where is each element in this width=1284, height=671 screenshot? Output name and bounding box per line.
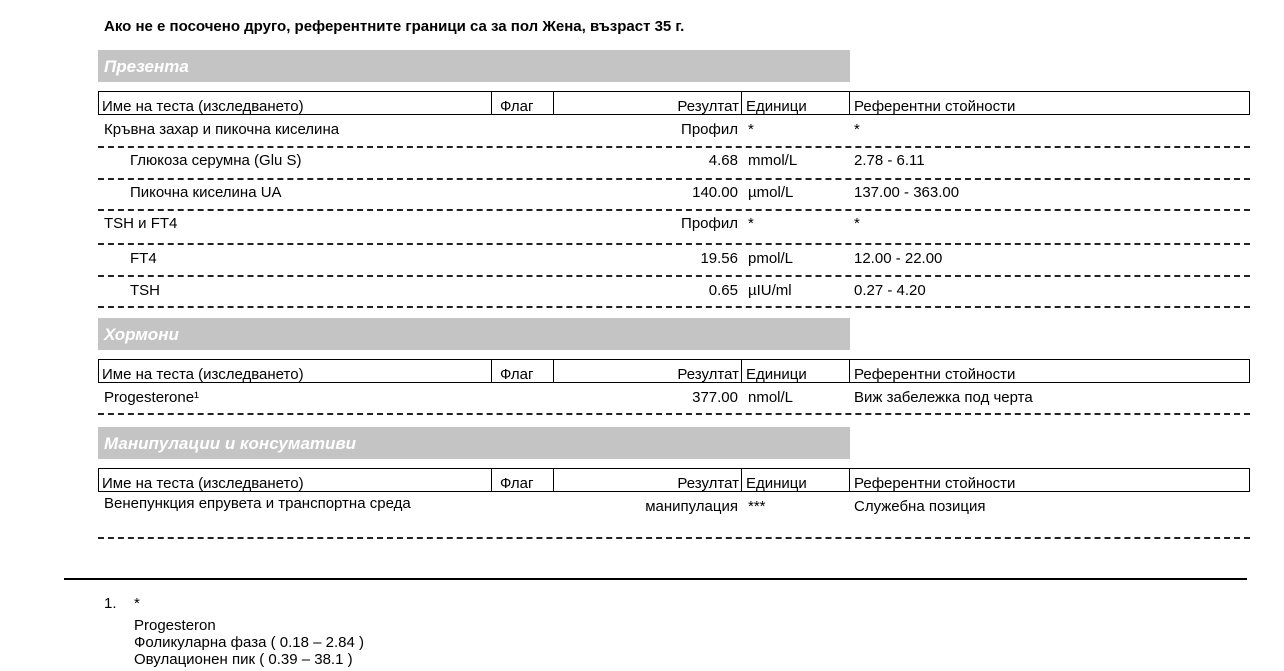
table-row (98, 246, 1250, 277)
col-name-header: Име на теста (изследването) (102, 475, 304, 492)
footnote-number: 1. (104, 595, 117, 612)
test-reference: * (854, 121, 860, 138)
test-units: * (748, 215, 754, 232)
test-units: µIU/ml (748, 282, 792, 299)
table-header (98, 91, 1250, 115)
footnote-line: Фоликуларна фаза ( 0.18 – 2.84 ) (134, 634, 364, 651)
col-reference-header: Референтни стойности (854, 366, 1016, 383)
col-units-header: Единици (741, 469, 850, 491)
table-row (98, 180, 1250, 211)
section-title-hormoni: Хормони (98, 318, 850, 350)
report-header-note: Ако не е посочено друго, референтните граници са за пол Жена, възраст 35 г. (104, 18, 685, 35)
test-result: 377.00 (692, 389, 738, 406)
test-reference: Виж забележка под черта (854, 389, 1033, 406)
col-result-header: Резултат (677, 475, 739, 492)
test-name: TSH и FT4 (104, 215, 178, 232)
test-result: Профил (681, 215, 738, 232)
test-units: mmol/L (748, 152, 798, 169)
col-reference-header: Референтни стойности (854, 98, 1016, 115)
footnote-lines (134, 617, 364, 668)
col-flag-header: Флаг (491, 469, 554, 491)
test-result: 19.56 (700, 250, 738, 267)
test-reference: 0.27 - 4.20 (854, 282, 926, 299)
test-units: µmol/L (748, 184, 794, 201)
table-header (98, 468, 1250, 492)
test-reference: * (854, 215, 860, 232)
test-name: TSH (130, 282, 160, 299)
test-units: *** (748, 498, 766, 515)
test-units: * (748, 121, 754, 138)
test-reference: 137.00 - 363.00 (854, 184, 960, 201)
col-reference-header: Референтни стойности (854, 475, 1016, 492)
test-reference: 12.00 - 22.00 (854, 250, 943, 267)
table-row (98, 211, 1250, 245)
test-units: pmol/L (748, 250, 794, 267)
test-name: FT4 (130, 250, 157, 267)
footnote-line: Овулационен пик ( 0.39 – 38.1 ) (134, 651, 353, 668)
footnote-line: Progesteron (134, 617, 216, 634)
test-reference: Служебна позиция (854, 498, 986, 515)
col-units-header: Единици (741, 360, 850, 382)
test-reference: 2.78 - 6.11 (854, 152, 925, 169)
test-name: Кръвна захар и пикочна киселина (104, 121, 340, 138)
footnote-marker: * (134, 595, 140, 612)
test-result: 140.00 (692, 184, 738, 201)
col-name-header: Име на теста (изследването) (102, 98, 304, 115)
test-result: манипулация (645, 498, 738, 515)
table-row (98, 278, 1250, 308)
col-units-header: Единици (741, 92, 850, 114)
section-title-prezenta: Презента (98, 50, 850, 82)
table-row (98, 385, 1250, 415)
footnote-divider (64, 578, 1247, 580)
test-name: Глюкоза серумна (Glu S) (130, 152, 302, 169)
col-result-header: Резултат (677, 98, 739, 115)
col-name-header: Име на теста (изследването) (102, 366, 304, 383)
test-result: 0.65 (708, 282, 738, 299)
test-name: Пикочна киселина UA (130, 184, 282, 201)
test-name: Венепункция епрувета и транспортна среда (104, 495, 411, 512)
col-flag-header: Флаг (491, 360, 554, 382)
test-units: nmol/L (748, 389, 794, 406)
table-row (98, 117, 1250, 148)
table-header (98, 359, 1250, 383)
col-flag-header: Флаг (491, 92, 554, 114)
test-name: Progesterone¹ (104, 389, 200, 406)
section-title-manipulacii: Манипулации и консумативи (98, 427, 850, 459)
test-result: Профил (681, 121, 738, 138)
table-row (98, 494, 1250, 539)
col-result-header: Резултат (677, 366, 739, 383)
table-row (98, 148, 1250, 180)
test-result: 4.68 (708, 152, 738, 169)
